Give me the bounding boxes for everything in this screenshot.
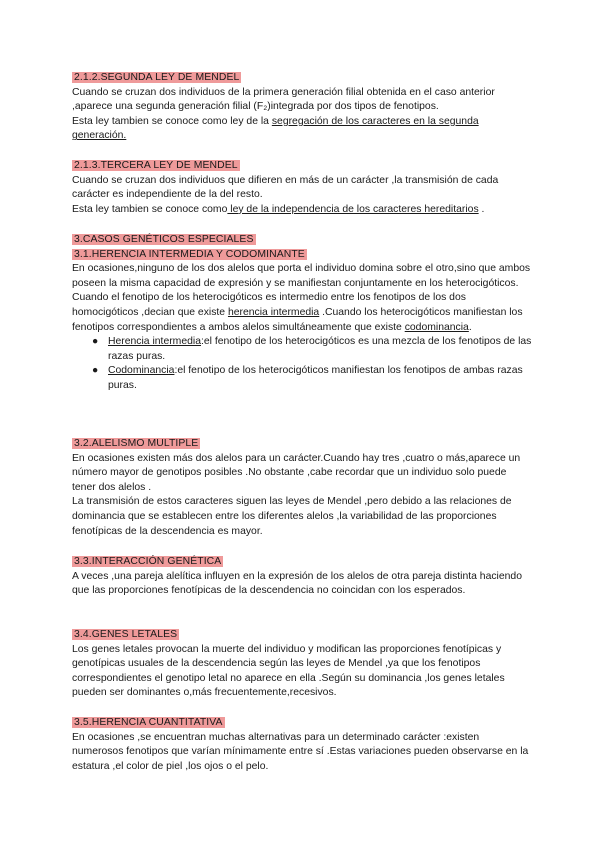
heading-alelismo-multiple: 3.2.ALELISMO MULTIPLE — [74, 438, 199, 449]
section-segunda-ley — [72, 71, 532, 144]
heading-herencia-cuantitativa: 3.5.HERENCIA CUANTITATIVA — [74, 717, 223, 728]
section-genes-letales — [72, 628, 532, 701]
section-alelismo-multiple — [72, 437, 532, 539]
bullet-list — [72, 335, 532, 393]
section-herencia-cuantitativa — [72, 716, 532, 774]
paragraph: En ocasiones,ninguno de los dos alelos que porta el individuo domina sobre el otro,sino que ambos poseen la misma capacidad de expresión y se manifiestan conjuntamente en los heterocigóticos. — [72, 263, 531, 289]
text: .Cuando los heterocigóticos manifiestan los fenotipos correspondientes a ambos alelos simultáneamente que existe — [72, 306, 523, 333]
bullet-text: :el fenotipo de los heterocigóticos es una mezcla de los fenotipos de las razas puras. — [108, 336, 532, 362]
bullet-icon: ● — [92, 336, 99, 348]
paragraph — [72, 291, 532, 335]
paragraph: Cuando se cruzan dos individuos de la primera generación filial obtenida en el caso anterior ,aparece una segunda generación filial (F₂)integrada por dos tipos de fenotipos. — [72, 86, 495, 113]
heading-interaccion-genetica: 3.3.INTERACCIÓN GENÉTICA — [74, 556, 222, 567]
bullet-icon: ● — [92, 365, 99, 377]
paragraph: Cuando se cruzan dos individuos que difieren en más de un carácter ,la transmisión de cada carácter es independiente de la del resto. — [72, 174, 499, 201]
underlined-term: ley de la independencia de los caracteres hereditarios — [227, 203, 479, 215]
list-item — [92, 364, 532, 393]
heading-casos-geneticos: 3.CASOS GENÉTICOS ESPECIALES — [74, 234, 254, 245]
heading-tercera-ley: 2.1.3.TERCERA LEY DE MENDEL — [74, 160, 238, 171]
heading-genes-letales: 3.4.GENES LETALES — [74, 629, 178, 640]
subheading-herencia-intermedia: 3.1.HERENCIA INTERMEDIA Y CODOMINANTE — [74, 248, 305, 260]
list-item — [92, 335, 532, 364]
text: . — [468, 321, 472, 333]
paragraph: En ocasiones ,se encuentran muchas alternativas para un determinado carácter :existen numerosos fenotipos que varían mínimamente entre sí .Estas variaciones pueden observarse en la estatura ,el color de piel ,los ojos o el pelo. — [72, 731, 529, 772]
bullet-text: :el fenotipo de los heterocigóticos manifiestan los fenotipos de ambas razas puras. — [108, 365, 523, 391]
paragraph — [72, 203, 532, 218]
paragraph — [72, 115, 532, 144]
paragraph: A veces ,una pareja alelítica influyen en la expresión de los alelos de otra pareja distinta haciendo que las proporciones fenotípicas de la descendencia no coincidan con los esperados. — [72, 570, 522, 597]
section-tercera-ley — [72, 159, 532, 217]
section-casos-geneticos — [72, 233, 532, 394]
section-interaccion-genetica — [72, 555, 532, 599]
text: Cuando el fenotipo de los heterocigóticos es intermedio entre los fenotipos de los dos homocigóticos ,decian que existe — [72, 292, 466, 318]
paragraph: La transmisión de estos caracteres siguen las leyes de Mendel ,pero debido a las relaciones de dominancia que se establecen entre los diferentes alelos ,la variabilidad de las proporciones fenotípicas de la descendencia es mayor. — [72, 496, 512, 537]
bullet-term: Herencia intermedia — [108, 336, 201, 348]
paragraph: En ocasiones existen más dos alelos para un carácter.Cuando hay tres ,cuatro o más,aparece un número mayor de genotipos posibles .No obstante ,cabe recordar que un individuo solo puede tener dos alelos . — [72, 452, 521, 493]
underlined-term: codominancia — [404, 321, 469, 333]
paragraph: Los genes letales provocan la muerte del individuo y modifican las proporciones fenotípicas y genotípicas usuales de la descendencia según las leyes de Mendel ,ya que los fenotipos correspondientes el genotipo letal no aparece en ella .Según su dominancia ,los genes letales pueden ser dominantes o,más frecuentemente,recesivos. — [72, 643, 505, 699]
bullet-term: Codominancia — [108, 365, 175, 377]
text: Esta ley tambien se conoce como ley de la — [72, 115, 272, 127]
text: Esta ley tambien se conoce como — [72, 203, 228, 215]
heading-segunda-ley: 2.1.2.SEGUNDA LEY DE MENDEL — [74, 72, 240, 83]
underlined-term: segregación de los caracteres en la segunda generación. — [72, 115, 479, 142]
underlined-term: herencia intermedia — [227, 306, 320, 318]
text: . — [478, 203, 485, 215]
